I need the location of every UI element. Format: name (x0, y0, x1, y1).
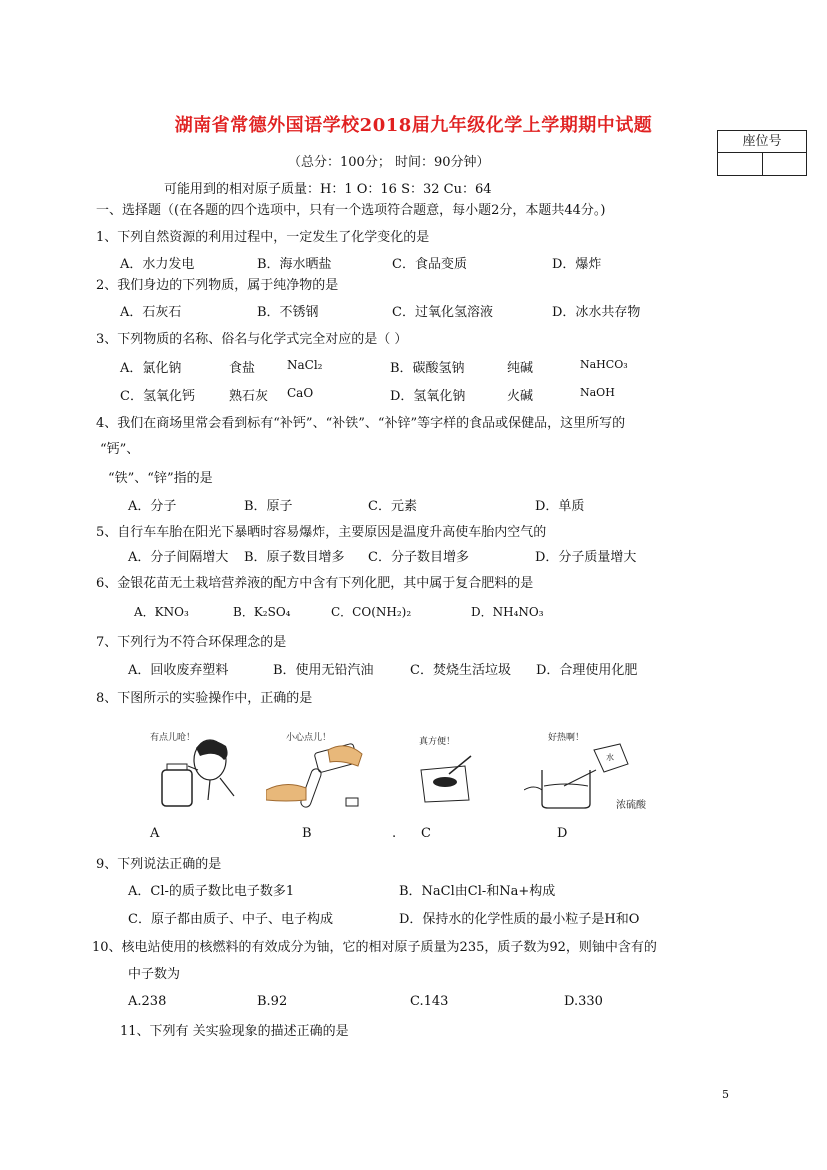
seat-cell-right (763, 153, 807, 175)
q1-option-d: D．爆炸 (552, 257, 602, 272)
question-8-stem: 8、下图所示的实验操作中，正确的是 (96, 691, 313, 706)
seat-number-box (717, 130, 807, 176)
q3-option-b: B．碳酸氢钠 (390, 361, 465, 376)
figure-b-pouring (266, 730, 366, 812)
q5-option-b: B．原子数目增多 (244, 550, 345, 565)
q1-option-a: A．水力发电 (120, 257, 195, 272)
question-6-stem: 6、金银花苗无土栽培营养液的配方中含有下列化肥，其中属于复合肥料的是 (96, 576, 534, 591)
q3-a-formula: NaCl₂ (287, 358, 323, 372)
q4-option-b: B．原子 (244, 499, 293, 514)
question-7-stem: 7、下列行为不符合环保理念的是 (96, 635, 287, 650)
right-hand (328, 746, 362, 766)
q1-option-c: C．食品变质 (392, 257, 467, 272)
q3-option-c: C．氢氧化钙 (120, 389, 195, 404)
figure-d-diluting-acid (524, 730, 664, 812)
q9-option-d: D．保持水的化学性质的最小粒子是H和O (399, 912, 640, 927)
acid-label: 浓硫酸 (616, 800, 646, 811)
powder-pile (433, 777, 457, 787)
q7-option-c: C．焚烧生活垃圾 (410, 663, 511, 678)
question-4-stem-line3: “铁”、“锌”指的是 (108, 471, 213, 486)
figure-a-caption: 有点儿呛！ (150, 733, 196, 743)
atomic-mass-line: 可能用到的相对原子质量：H：1 O：16 S：32 Cu：64 (164, 182, 492, 197)
bottle-cap (346, 798, 358, 806)
q3-d-common: 火碱 (507, 389, 534, 404)
q4-option-d: D．单质 (535, 499, 585, 514)
figure-label-b: B (302, 826, 312, 841)
spatula (449, 756, 471, 774)
body-line (208, 778, 234, 800)
q7-option-d: D．合理使用化肥 (536, 663, 638, 678)
q3-d-formula: NaOH (580, 386, 615, 399)
q9-option-b: B．NaCl由Cl-和Na+构成 (399, 884, 556, 899)
figure-d-caption: 好热啊！ (548, 733, 585, 743)
question-1-stem: 1、下列自然资源的利用过程中，一定发生了化学变化的是 (96, 230, 430, 245)
q6-option-c: C．CO(NH₂)₂ (331, 605, 412, 619)
q6-option-d: D．NH₄NO₃ (471, 605, 544, 619)
q3-b-formula: NaHCO₃ (580, 358, 628, 371)
nose-line (188, 766, 198, 770)
figure-label-a: A (150, 826, 160, 841)
section-heading: 一、选择题（(在各题的四个选项中，只有一个选项符合题意，每小题2分，本题共44分。) (96, 203, 606, 218)
q2-option-a: A．石灰石 (120, 305, 182, 320)
figure-label-d: D (557, 826, 568, 841)
question-4-stem: 4、我们在商场里常会看到标有“补钙”、“补铁”、“补锌”等字样的食品或保健品，这里所写的 (96, 416, 626, 431)
q1-option-b: B．海水晒盐 (257, 257, 332, 272)
q2-option-d: D．冰水共存物 (552, 305, 641, 320)
figure-a-smelling-gas (148, 730, 248, 812)
q6-option-a: A．KNO₃ (134, 605, 189, 619)
seat-number-label: 座位号 (718, 131, 806, 153)
q7-option-a: A．回收废弃塑料 (128, 663, 229, 678)
q3-b-common: 纯碱 (507, 361, 534, 376)
hand-line (524, 787, 542, 790)
q9-option-a: A．Cl-的质子数比电子数多1 (128, 884, 295, 899)
q10-option-d: D.330 (564, 994, 603, 1009)
q7-option-b: B．使用无铅汽油 (273, 663, 374, 678)
pour-stream (564, 770, 596, 786)
figure-label-dot: . (392, 826, 397, 841)
question-9-stem: 9、下列说法正确的是 (96, 857, 222, 872)
page-number: 5 (722, 1088, 729, 1101)
figure-c-caption: 真方便！ (419, 737, 456, 747)
question-11-stem: 11、下列有 关实验现象的描述正确的是 (120, 1024, 349, 1039)
seat-cell-left (718, 153, 763, 175)
page-title: 湖南省常德外国语学校2018届九年级化学上学期期中试题 (174, 115, 653, 136)
q9-option-c: C．原子都由质子、中子、电子构成 (128, 912, 333, 927)
q5-option-d: D．分子质量增大 (535, 550, 637, 565)
jar-neck (167, 764, 187, 770)
figure-label-c: C (421, 826, 431, 841)
q10-option-c: C.143 (410, 994, 449, 1009)
q4-option-a: A．分子 (128, 499, 177, 514)
question-2-stem: 2、我们身边的下列物质，属于纯净物的是 (96, 278, 339, 293)
question-5-stem: 5、自行车车胎在阳光下暴晒时容易爆炸，主要原因是温度升高使车胎内空气的 (96, 525, 547, 540)
q10-option-a: A.238 (128, 994, 167, 1009)
figure-b-caption: 小心点儿！ (286, 733, 332, 743)
question-10-stem: 10、核电站使用的核燃料的有效成分为铀，它的相对原子质量为235，质子数为92，则铀中含有的 (92, 940, 657, 955)
figure-c-powder (405, 730, 485, 812)
q3-option-d: D．氢氧化钠 (390, 389, 466, 404)
left-hand (266, 784, 306, 801)
q3-option-a: A．氯化钠 (120, 361, 182, 376)
q2-option-b: B．不锈钢 (257, 305, 319, 320)
q6-option-b: B．K₂SO₄ (233, 605, 291, 619)
beaker (542, 770, 590, 808)
q3-c-common: 熟石灰 (229, 389, 269, 404)
exam-info: （总分：100分； 时间：90分钟） (288, 155, 490, 170)
q3-a-common: 食盐 (229, 361, 256, 376)
q4-option-c: C．元素 (368, 499, 417, 514)
q10-option-b: B.92 (257, 994, 288, 1009)
question-10-stem-line2: 中子数为 (128, 967, 181, 982)
question-3-stem: 3、下列物质的名称、俗名与化学式完全对应的是（ ） (96, 332, 408, 347)
q5-option-c: C．分子数目增多 (368, 550, 469, 565)
water-label: 水 (606, 753, 614, 762)
q3-c-formula: CaO (287, 386, 314, 400)
question-4-stem-line2: “钙”、 (100, 442, 140, 457)
gas-jar (162, 770, 192, 806)
q2-option-c: C．过氧化氢溶液 (392, 305, 493, 320)
q5-option-a: A．分子间隔增大 (128, 550, 229, 565)
